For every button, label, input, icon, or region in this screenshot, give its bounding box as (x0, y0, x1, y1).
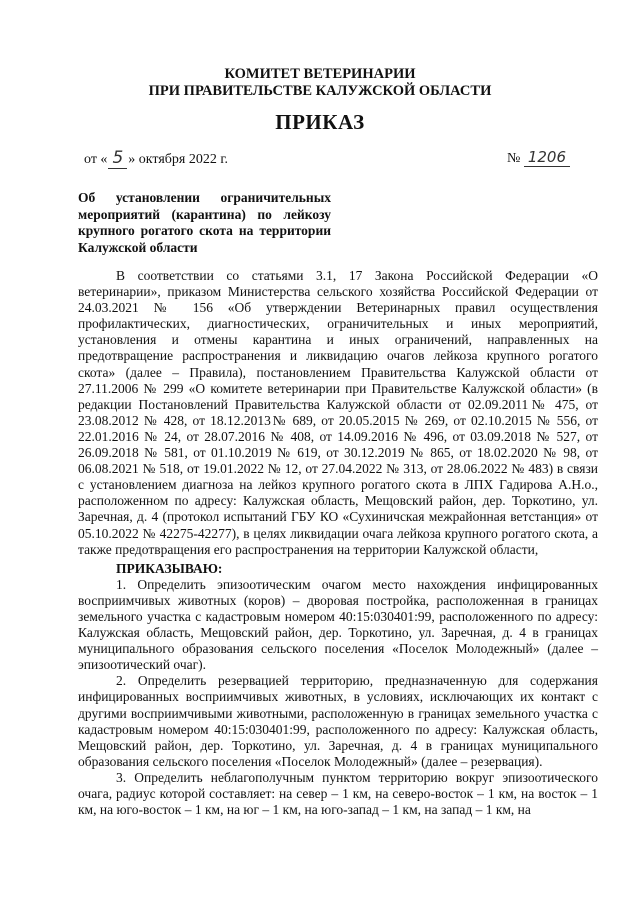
document-body (78, 268, 598, 818)
date-suffix: » октября 2022 г. (128, 152, 228, 167)
document-subject: Об установлении ограничительных мероприятий (карантина) по лейкозу крупного рогатого скота на территории Калужской области (78, 190, 331, 255)
document-number (507, 148, 570, 167)
order-item-2: 2. Определить резервацией территорию, предназначенную для содержания инфицированных восприимчивых животных, в условиях, исключающих их контакт с другими восприимчивыми животными, расположенную в границах земельного участка с кадастровым номером 40:15:030401:99, расположенного по адресу: Калужская область, Мещовский район, дер. Торкотино, ул. Заречная, д. 4 в границах муниципального образования сельского поселения «Поселок Молодежный» (далее – резервация). (78, 673, 598, 769)
organization-name-line1: КОМИТЕТ ВЕТЕРИНАРИИ (224, 66, 416, 82)
handwritten-day: 5 (108, 148, 127, 169)
preamble-paragraph: В соответствии со статьями 3.1, 17 Закона Российской Федерации «О ветеринарии», приказом Министерства сельского хозяйства Российской Федерации от 24.03.2021 № 156 «Об утверждении Ветеринарных правил осуществления профилактических, диагностических, ограничительных и иных мероприятий, установления и отмены карантина и иных ограничений, направленных на предотвращение распространения и ликвидацию очагов лейкоза крупного рогатого скота» (далее – Правила), постановлением Правительства Калужской области от 27.11.2006 № 299 «О комитете ветеринарии при Правительстве Калужской области» (в редакции Постановлений Правительства Калужской области от 02.09.2011№ 475, от 23.08.2012 № 428, от 18.12.2013№ 689, от 20.05.2015 № 269, от 02.10.2015 № 556, от 22.01.2016 № 24, от 28.07.2016 № 408, от 14.09.2016 № 496, от 03.09.2018 № 527, от 26.09.2018 № 581, от 01.10.2019 № 619, от 30.12.2019 № 865, от 18.02.2020 № 98, от 06.08.2021 № 518, от 19.01.2022 № 12, от 27.04.2022 № 313, от 28.06.2022 № 483) в связи с установлением диагноза на лейкоз крупного рогатого скота в ЛПХ Гадирова А.Н.о., расположенном по адресу: Калужская область, Мещовский район, дер. Торкотино, ул. Заречная, д. 4 (протокол испытаний ГБУ КО «Сухиничская межрайонная ветстанция» от 05.10.2022 № 42275-42277), в целях ликвидации очага лейкоза крупного рогатого скота, а также предотвращения его распространения на территории Калужской области, (78, 268, 598, 557)
handwritten-number: 1206 (524, 148, 570, 167)
number-label: № (506, 151, 521, 166)
order-heading: ПРИКАЗЫВАЮ: (116, 560, 223, 576)
document-title: ПРИКАЗ (275, 110, 365, 134)
order-item-1: 1. Определить эпизоотическим очагом место нахождения инфицированных восприимчивых животных (коров) – дворовая постройка, расположенная в границах земельного участка с кадастровым номером 40:15:030401:99, расположенного по адресу: Калужская область, Мещовский район, дер. Торкотино, ул. Заречная, д. 4 в границах муниципального образования сельского поселения «Поселок Молодежный» (далее – эпизоотический очаг). (78, 576, 598, 673)
document-date (84, 148, 228, 169)
date-prefix: от « (84, 152, 108, 167)
order-item-3: 3. Определить неблагополучным пунктом территорию вокруг эпизоотического очага, радиус которой составляет: на север – 1 км, на северо-восток – 1 км, на восток – 1 км, на юго-восток – 1 км, на юг – 1 км, на юго-запад – 1 км, на запад – 1 км, на (78, 769, 598, 818)
organization-name-line2: ПРИ ПРАВИТЕЛЬСТВЕ КАЛУЖСКОЙ ОБЛАСТИ (148, 83, 492, 99)
